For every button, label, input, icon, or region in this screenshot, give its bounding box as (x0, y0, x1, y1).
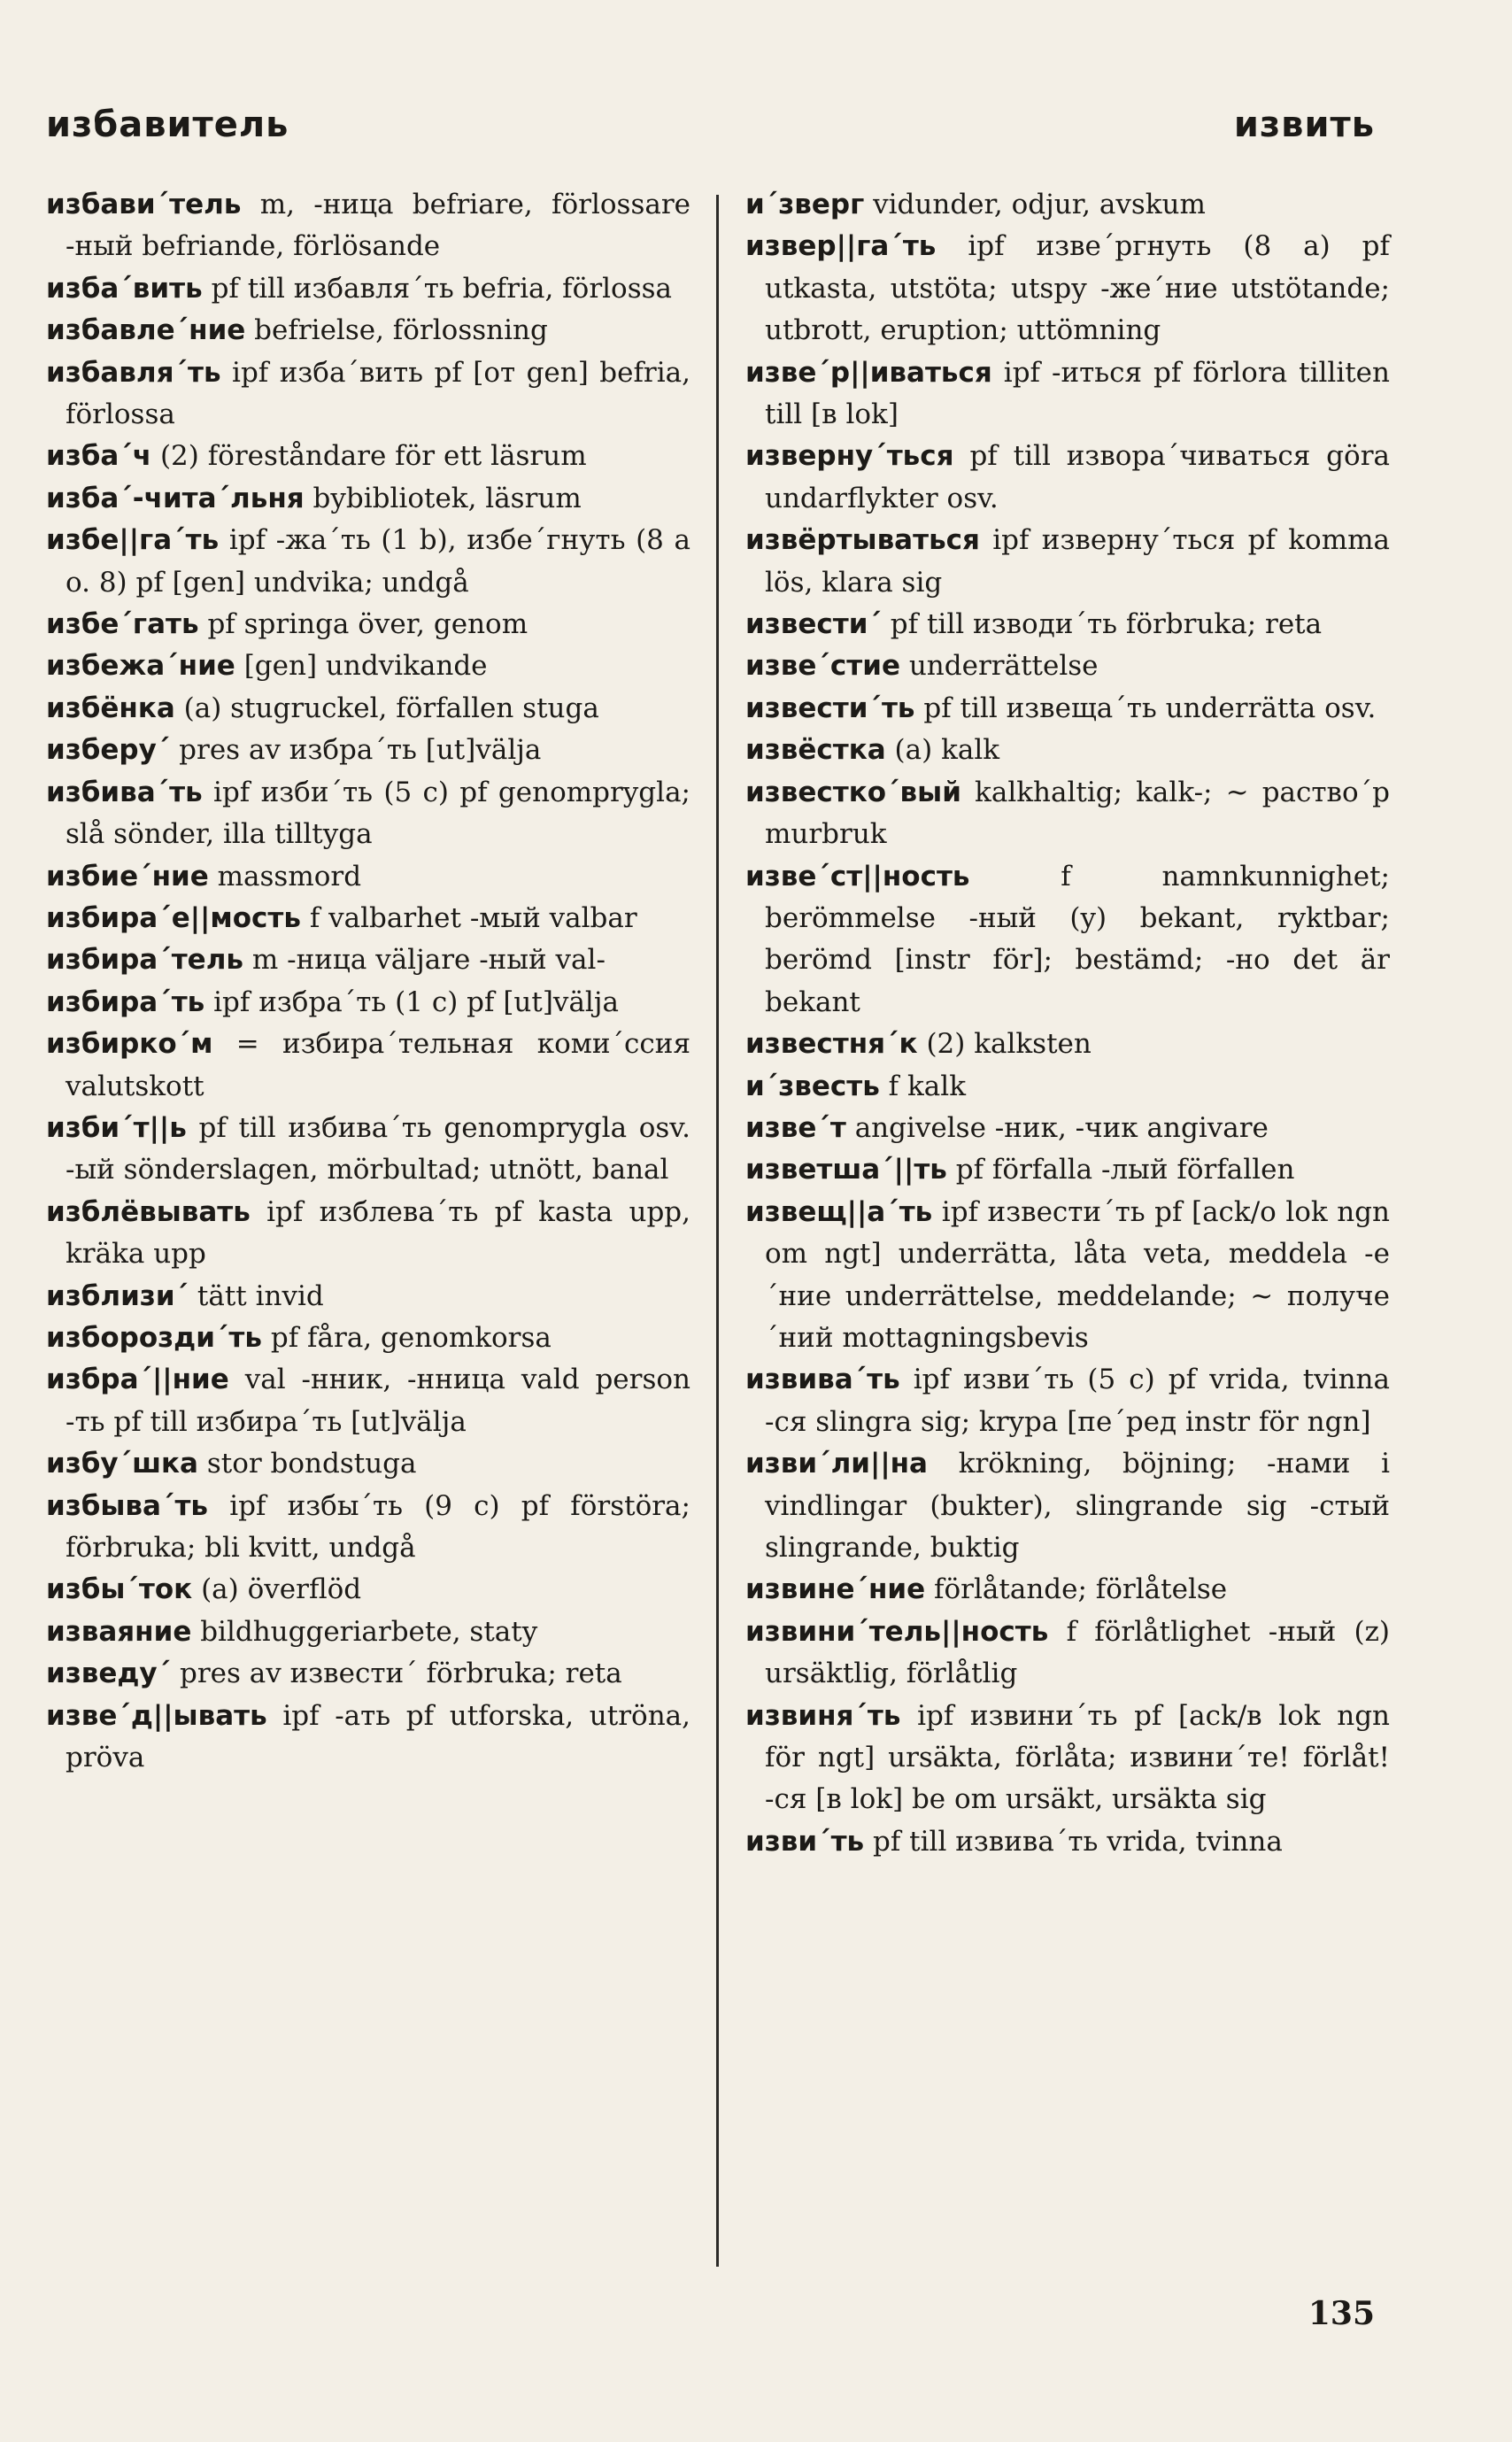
entry-headword: избавле´ние (46, 314, 246, 347)
entry-headword: изби´т||ь (46, 1111, 187, 1144)
entry-definition: ipf -иться pf förlora tilliten till [в lok] (765, 356, 1390, 431)
dictionary-entry (46, 1611, 690, 1653)
entry-headword: избе||га´ть (46, 524, 220, 557)
entry-headword: изверну´ться (745, 440, 954, 473)
entry-headword: извещ||а´ть (745, 1195, 933, 1228)
entry-headword: извести´ть (745, 692, 915, 724)
entry-headword: избира´тель (46, 944, 244, 977)
dictionary-entry (46, 645, 690, 687)
entry-headword: извиня´ть (745, 1699, 901, 1732)
entry-definition: m, -ница befriare, förlossare -ный befriande, förlösande (66, 189, 690, 263)
dictionary-entry (46, 856, 690, 898)
left-column (46, 184, 690, 1779)
entry-definition: ipf изве´ргнуть (8 a) pf utkasta, utstöta; utspy -же´ние utstötande; utbrott, eruption; uttömning (765, 230, 1390, 347)
dictionary-entry (745, 1149, 1390, 1191)
entry-definition: pf förfalla -лый förfallen (946, 1154, 1295, 1186)
entry-definition: (2) kalksten (917, 1028, 1092, 1061)
dictionary-entry (46, 604, 690, 645)
entry-headword: извёртываться (745, 524, 980, 557)
entry-headword: избра´||ние (46, 1364, 229, 1396)
page-number: 135 (1308, 2295, 1375, 2332)
dictionary-entry (46, 478, 690, 520)
entry-headword: избира´е||мость (46, 901, 301, 934)
entry-headword: извести´ (745, 608, 882, 641)
entry-headword: изборозди´ть (46, 1321, 263, 1354)
entry-headword: изви´ть (745, 1825, 865, 1858)
dictionary-entry (46, 1192, 690, 1276)
dictionary-entry (46, 1276, 690, 1318)
entry-definition: ipf изви´ть (5 c) pf vrida, tvinna -ся slingra sig; krypa [пе´ред instr för ngn] (765, 1364, 1390, 1438)
entry-definition: pf till извеща´ть underrätta osv. (914, 692, 1377, 724)
entry-definition: pres av извести´ förbruka; reta (171, 1658, 622, 1690)
entry-headword: избави´тель (46, 189, 242, 220)
entry-headword: избива´ть (46, 776, 203, 808)
entry-definition: [gen] undvikande (235, 650, 488, 683)
entry-definition: pres av избра´ть [ut]välja (170, 734, 542, 767)
dictionary-entry (46, 1318, 690, 1359)
entry-definition: (a) överflöd (192, 1573, 362, 1606)
entry-headword: известко´вый (745, 776, 961, 808)
dictionary-entry (46, 772, 690, 856)
entry-definition: ipf изверну´ться pf komma lös, klara sig (765, 524, 1390, 599)
entry-definition: ipf извини´ть pf [ack/в lok ngn för ngt] ursäkta, förlåta; извини´те! förlåt! -ся [в lok] be om ursäkt, ursäkta sig (765, 1699, 1390, 1816)
entry-definition: bildhuggeriarbete, staty (191, 1615, 538, 1648)
dictionary-entry (46, 1108, 690, 1192)
dictionary-entry (46, 1359, 690, 1443)
dictionary-entry (745, 1192, 1390, 1360)
dictionary-entry (46, 1696, 690, 1780)
dictionary-entry (745, 772, 1390, 856)
entry-definition: m -ница väljare -ный val- (243, 944, 606, 977)
entry-definition: pf till избива´ть genomprygla osv. -ый sönderslagen, mörbultad; utnött, banal (66, 1111, 690, 1186)
entry-headword: изба´вить (46, 272, 203, 305)
entry-definition: massmord (208, 860, 362, 893)
dictionary-entry (745, 1024, 1390, 1065)
entry-definition: pf till извора´чиваться göra undarflykter osv. (765, 440, 1390, 514)
dictionary-entry (745, 1611, 1390, 1696)
dictionary-entry (745, 1066, 1390, 1108)
dictionary-entry (745, 1696, 1390, 1821)
entry-definition: ipf избы´ть (9 c) pf förstöra; förbruka; bli kvitt, undgå (66, 1489, 690, 1564)
entry-headword: изве´д||ывать (46, 1699, 267, 1732)
dictionary-entry (745, 1821, 1390, 1863)
entry-definition: ipf изблева´ть pf kasta upp, kräka upp (66, 1195, 690, 1271)
dictionary-entry (745, 604, 1390, 645)
dictionary-entry (46, 1443, 690, 1485)
dictionary-entry (46, 730, 690, 771)
entry-headword: изваяние (46, 1615, 192, 1648)
entry-definition: krökning, böjning; -нами i vindlingar (bukter), slingrande sig -стый slingrande, buktig (765, 1448, 1390, 1564)
dictionary-entry (46, 352, 690, 437)
running-head-right: извить (1233, 104, 1375, 145)
entry-headword: извини´тель||ность (745, 1615, 1049, 1648)
entry-definition: ipf изба´вить pf [от gen] befria, förlossa (66, 356, 690, 431)
entry-definition: underrättelse (899, 650, 1099, 683)
dictionary-entry (745, 1443, 1390, 1569)
entry-headword: изблизи´ (46, 1279, 189, 1312)
dictionary-entry (46, 1486, 690, 1570)
entry-definition: (2) föreståndare för ett läsrum (151, 440, 587, 473)
entry-definition: kalkhaltig; kalk-; ~ раство´р murbruk (765, 776, 1390, 851)
entry-headword: извёстка (745, 734, 886, 767)
entry-headword: известня´к (745, 1028, 918, 1061)
entry-definition: ipf -жа´ть (1 b), избе´гнуть (8 a o. 8) pf [gen] undvika; undgå (66, 524, 690, 599)
entry-definition: pf fåra, genomkorsa (262, 1321, 552, 1354)
running-head-left: избавитель (46, 104, 289, 145)
entry-headword: избежа´ние (46, 650, 235, 683)
column-divider (716, 195, 719, 2267)
entry-headword: изберу´ (46, 734, 171, 767)
entry-definition: förlåtande; förlåtelse (925, 1573, 1228, 1606)
entry-headword: избу´шка (46, 1448, 198, 1480)
dictionary-entry (46, 436, 690, 477)
entry-headword: избира´ть (46, 985, 205, 1018)
entry-definition: (a) kalk (885, 734, 1000, 767)
dictionary-entry (745, 1569, 1390, 1611)
dictionary-entry (745, 1359, 1390, 1443)
entry-definition: angivelse -ник, -чик angivare (845, 1111, 1269, 1144)
dictionary-entry (745, 730, 1390, 771)
entry-definition: f förlåtlighet -ный (z) ursäktlig, förlåtlig (765, 1615, 1390, 1690)
dictionary-entry (46, 939, 690, 981)
entry-headword: и´звесть (745, 1070, 880, 1102)
entry-headword: изба´-чита´льня (46, 482, 305, 514)
entry-definition: vidunder, odjur, avskum (864, 189, 1206, 220)
entry-definition: pf springa över, genom (198, 608, 528, 641)
entry-definition: f namnkunnighet; berömmelse -ный (y) bekant, ryktbar; berömd [instr för]; bestämd; -но det är bekant (765, 860, 1390, 1018)
entry-definition: = избира´тельная коми´ссия valutskott (66, 1028, 690, 1102)
dictionary-entry (745, 645, 1390, 687)
entry-headword: изви´ли||на (745, 1448, 928, 1480)
entry-definition: (a) stugruckel, förfallen stuga (174, 692, 599, 724)
dictionary-entry (46, 184, 690, 268)
dictionary-entry (46, 268, 690, 310)
entry-headword: изве´т (745, 1111, 846, 1144)
dictionary-entry (745, 352, 1390, 437)
entry-definition: befrielse, förlossning (245, 314, 548, 347)
entry-definition: stor bondstuga (197, 1448, 417, 1480)
dictionary-entry (46, 688, 690, 730)
entry-definition: tätt invid (189, 1279, 324, 1312)
entry-headword: изведу´ (46, 1658, 172, 1690)
entry-headword: извине´ние (745, 1573, 926, 1606)
entry-headword: избирко´м (46, 1028, 213, 1061)
dictionary-entry (46, 1653, 690, 1695)
dictionary-entry (745, 226, 1390, 352)
right-column (745, 184, 1390, 1863)
entry-headword: изве´стие (745, 650, 900, 683)
dictionary-entry (745, 856, 1390, 1024)
dictionary-entry (745, 436, 1390, 520)
entry-definition: f valbarhet -мый valbar (300, 901, 637, 934)
dictionary-entry (46, 1024, 690, 1108)
dictionary-entry (46, 982, 690, 1024)
entry-headword: и´зверг (745, 189, 865, 220)
entry-definition: pf till избавля´ть befria, förlossa (202, 272, 673, 305)
entry-headword: избие´ние (46, 860, 209, 893)
entry-definition: ipf -ать pf utforska, utröna, pröva (66, 1699, 690, 1774)
entry-headword: изба´ч (46, 440, 152, 473)
entry-headword: избе´гать (46, 608, 199, 641)
entry-headword: извер||га´ть (745, 230, 937, 263)
entry-headword: изветша´||ть (745, 1154, 947, 1186)
entry-headword: изве´ст||ность (745, 860, 970, 893)
entry-headword: избавля´ть (46, 356, 221, 389)
entry-definition: ipf избра´ть (1 c) pf [ut]välja (204, 985, 619, 1018)
entry-headword: изве´р||иваться (745, 356, 992, 389)
entry-definition: ipf изби´ть (5 c) pf genomprygla; slå sönder, illa tilltyga (66, 776, 690, 851)
entry-headword: избы´ток (46, 1573, 193, 1606)
entry-definition: pf till изводи´ть förbruka; reta (881, 608, 1323, 641)
entry-headword: избёнка (46, 692, 175, 724)
entry-definition: ipf извести´ть pf [ack/o lok ngn om ngt] underrätta, låta veta, meddela -е´ние underrättelse, meddelande; ~ получе´ний mottagningsbevis (765, 1195, 1390, 1354)
dictionary-entry (46, 310, 690, 352)
dictionary-entry (46, 520, 690, 604)
entry-definition: pf till извива´ть vrida, tvinna (864, 1825, 1283, 1858)
entry-definition: f kalk (879, 1070, 966, 1102)
entry-definition: val -нник, -нница vald person -ть pf till избира´ть [ut]välja (66, 1364, 690, 1438)
dictionary-entry (46, 898, 690, 939)
entry-headword: избыва´ть (46, 1489, 209, 1522)
dictionary-entry (745, 184, 1390, 226)
entry-headword: извива´ть (745, 1364, 900, 1396)
dictionary-entry (46, 1569, 690, 1611)
entry-headword: изблёвывать (46, 1195, 251, 1228)
dictionary-entry (745, 520, 1390, 604)
dictionary-entry (745, 1108, 1390, 1149)
entry-definition: bybibliotek, läsrum (304, 482, 582, 514)
dictionary-entry (745, 688, 1390, 730)
